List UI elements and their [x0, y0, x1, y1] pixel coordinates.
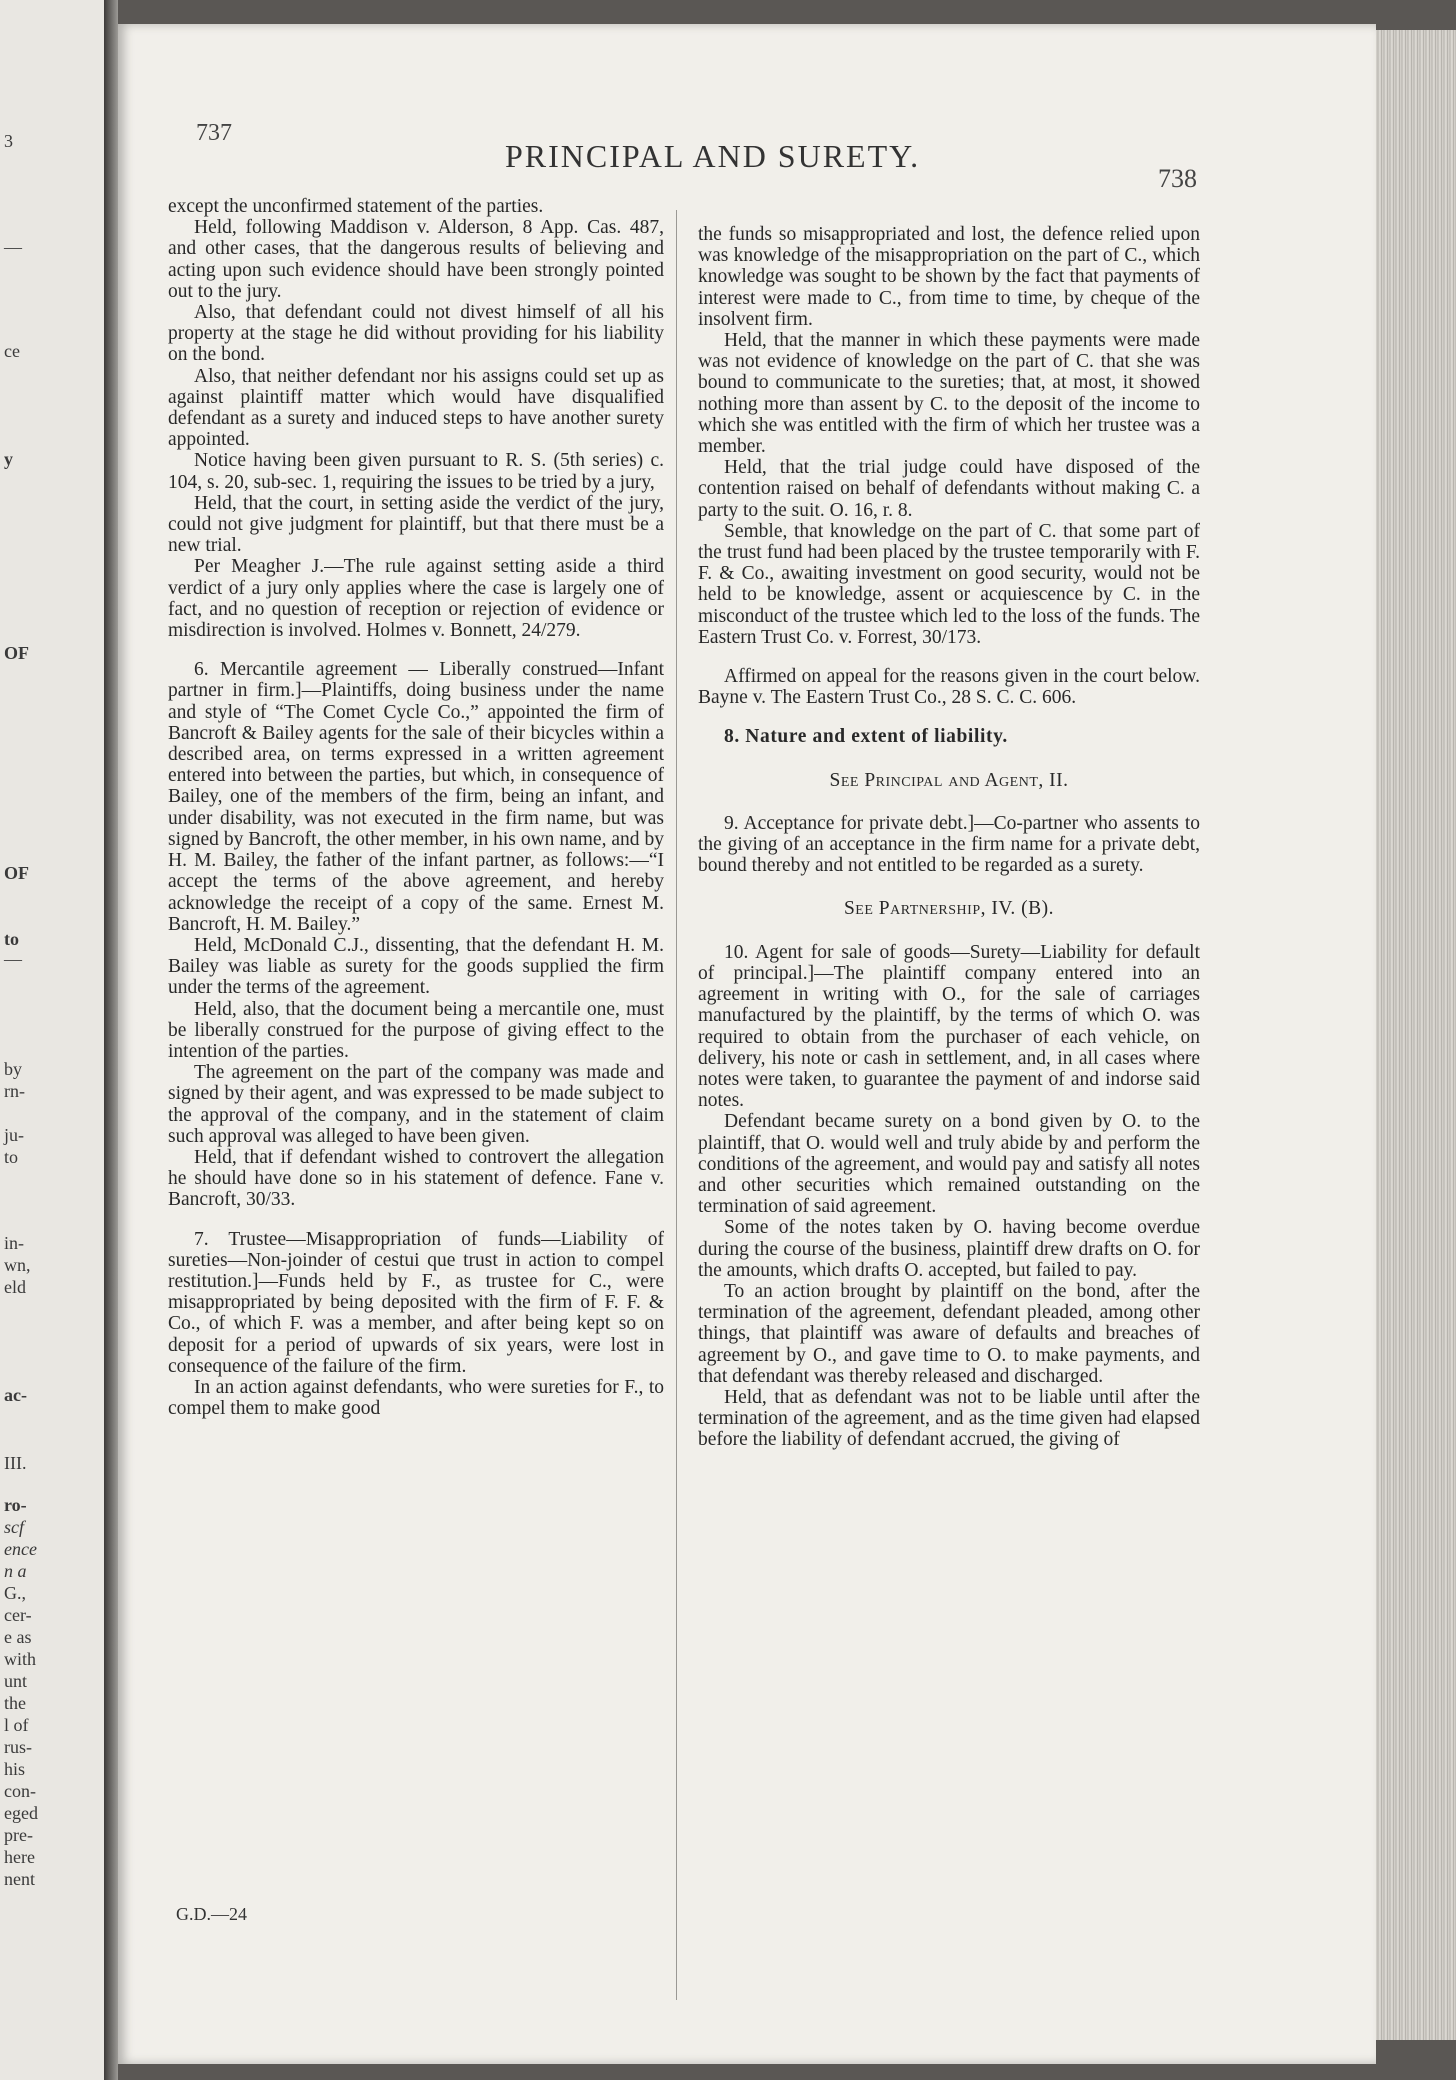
section-6-mercantile-agreement: 6. Mercantile agreement — Liberally construed—Infant partner in firm.]—Plaintiffs, doing business under the name and style of “The Comet Cycle Co.,” appointed the firm of Bancroft & Bailey agents for the sale of their bicycles within a described area, on terms expressed in a written agreement entered into between the parties, but which, in consequence of Bailey, one of the members of the firm, being an infant, and under disability, was not executed in the firm name, but was signed by Bancroft, the other member, in his own name, and by H. M. Bailey, the father of the infant partner, as follows:—“I accept the terms of the above agreement, and hereby acknowledge the receipt of a copy of the same. Ernest M. Bancroft, H. M. Bailey.” [168, 659, 664, 935]
fragment-line: nent [4, 1869, 35, 1889]
left-page-number: 737 [196, 120, 232, 146]
fragment-line: his [4, 1759, 26, 1779]
fragment-line: OF [4, 863, 29, 883]
running-head-title: PRINCIPAL AND SURETY. [505, 138, 921, 174]
fragment-line: here [4, 1847, 35, 1867]
fragment-line: in- [4, 1233, 24, 1253]
section-10-agent-for-sale: 10. Agent for sale of goods—Surety—Liability for default of principal.]—The plaintiff company entered into an agreement in writing with O., for the sale of carriages manufactured by the plaintiff, by the terms of which O. was required to obtain from the purchaser of each vehicle, on delivery, his note or cash in settlement, and, in all cases where notes were taken, to guarantee the payment of and indorse said notes. [698, 941, 1200, 1112]
facing-page-fragment [0, 0, 108, 2080]
paragraph: Held, following Maddison v. Alderson, 8 App. Cas. 487, and other cases, that the dangerous results of believing and acting upon such evidence should have been strongly pointed out to the jury. [168, 217, 664, 302]
paragraph: Also, that defendant could not divest himself of all his property at the stage he did without providing for his liability on the bond. [168, 302, 664, 366]
fragment-line: con- [4, 1781, 36, 1801]
paragraph: Held, that the trial judge could have disposed of the contention raised on behalf of defendants without making C. a party to the suit. O. 16, r. 8. [698, 457, 1200, 521]
fragment-line: ac- [4, 1385, 27, 1405]
fragment-line: 3 [4, 131, 13, 151]
paragraph: Semble, that knowledge on the part of C. that some part of the trust fund had been placed by the trustee temporarily with F. F. & Co., awaiting investment on good security, would not be held to be knowledge, assent or acquiescence by C. in the misconduct of the trustee which led to the loss of the funds. The Eastern Trust Co. v. Forrest, 30/173. [698, 520, 1200, 648]
paragraph: Also, that neither defendant nor his assigns could set up as against plaintiff matter which would have disqualified defendant as a surety and induced steps to have another surety appointed. [168, 365, 664, 451]
fragment-line: eged [4, 1803, 38, 1823]
left-column [168, 196, 664, 1419]
fragment-line: wn, [4, 1255, 31, 1275]
fragment-line: to [4, 929, 19, 949]
paragraph: Per Meagher J.—The rule against setting aside a third verdict of a jury only applies where the case is largely one of fact, and no question of reception or rejection of evidence or misdirection is involved. Holmes v. Bonnett, 24/279. [168, 556, 664, 642]
fragment-line: by [4, 1059, 22, 1079]
fragment-line: pre- [4, 1825, 33, 1845]
paragraph: Some of the notes taken by O. having become overdue during the course of the business, plaintiff drew drafts on O. for the amounts, which drafts O. accepted, but failed to pay. [698, 1217, 1200, 1281]
fragment-line: — [4, 237, 22, 257]
right-column [698, 224, 1200, 1451]
paragraph: Defendant became surety on a bond given by O. to the plaintiff, that O. would well and truly abide by and perform the conditions of the agreement, and would pay and satisfy all notes and other securities which remained outstanding on the termination of said agreement. [698, 1111, 1200, 1218]
fragment-line: rus- [4, 1737, 32, 1757]
paragraph: In an action against defendants, who were sureties for F., to compel them to make good [168, 1376, 664, 1420]
paragraph: Affirmed on appeal for the reasons given in the court below. Bayne v. The Eastern Trust Co., 28 S. C. C. 606. [698, 666, 1200, 709]
paragraph: except the unconfirmed statement of the parties. [168, 196, 544, 217]
fragment-line: OF [4, 643, 29, 663]
section-7-trustee: 7. Trustee—Misappropriation of funds—Liability of sureties—Non-joinder of cestui que trust in action to compel restitution.]—Funds held by F., as trustee for C., were misappropriated by being deposited with the firm of F. F. & Co., of which F. was a member, and after being kept so on deposit for a period of upwards of six years, were lost in consequence of the failure of the firm. [168, 1228, 664, 1377]
fragment-line: n a [4, 1561, 27, 1581]
fragment-line: the [4, 1693, 26, 1713]
signature-mark: G.D.—24 [176, 1904, 247, 1924]
paragraph: Held, McDonald C.J., dissenting, that the defendant H. M. Bailey was liable as surety for the goods supplied the firm under the terms of the agreement. [168, 934, 664, 999]
book-gutter [104, 0, 118, 2080]
paragraph: Held, that the court, in setting aside the verdict of the jury, could not give judgment for plaintiff, but that there must be a new trial. [168, 492, 664, 557]
fragment-line: ro- [4, 1495, 27, 1515]
fragment-line: e as [4, 1627, 32, 1647]
fragment-line: cer- [4, 1605, 32, 1625]
cross-reference: See Partnership, IV. (B). [843, 898, 1055, 920]
fragment-line: with [4, 1649, 37, 1669]
fragment-line: y [4, 449, 13, 469]
section-8-heading: 8. Nature and extent of liability. [724, 726, 1008, 748]
fragment-line: ence [4, 1539, 37, 1559]
section-9-acceptance: 9. Acceptance for private debt.]—Co-partner who assents to the giving of an acceptance in the firm name for a private debt, bound thereby and not entitled to be regarded as a surety. [698, 812, 1200, 877]
column-divider [676, 210, 677, 2000]
fragment-line: rn- [4, 1081, 25, 1101]
paragraph: The agreement on the part of the company was made and signed by their agent, and was expressed to be made subject to the approval of the company, and in the statement of claim such approval was alleged to have been given. [168, 1062, 664, 1147]
paragraph: Held, that as defendant was not to be liable until after the termination of the agreement, and as the time given had elapsed before the liability of defendant accrued, the giving of [698, 1386, 1200, 1451]
fragment-line: eld [4, 1277, 26, 1297]
paragraph: the funds so misappropriated and lost, the defence relied upon was knowledge of the misappropriation on the part of C., which knowledge was sought to be shown by the fact that payments of interest were made to C., from time to time, by cheque of the insolvent firm. [698, 224, 1200, 330]
page-edges [1376, 30, 1456, 2040]
paragraph: To an action brought by plaintiff on the bond, after the termination of the agreement, defendant pleaded, among other things, that plaintiff was aware of defaults and breaches of agreement by O., and gave time to O. to make payments, and that defendant was thereby released and discharged. [698, 1280, 1200, 1387]
fragment-line: l of [4, 1715, 29, 1735]
fragment-line: — [4, 949, 22, 969]
fragment-line: ce [4, 341, 20, 361]
paragraph: Held, also, that the document being a mercantile one, must be liberally construed for the purpose of giving effect to the intention of the parties. [168, 998, 664, 1062]
fragment-line: ju- [4, 1125, 24, 1145]
cross-reference: See Principal and Agent, II. [829, 769, 1069, 791]
fragment-line: III. [4, 1453, 27, 1473]
paragraph: Notice having been given pursuant to R. S. (5th series) c. 104, s. 20, sub-sec. 1, requiring the issues to be tried by a jury, [168, 450, 664, 493]
fragment-line: unt [4, 1671, 28, 1691]
fragment-line: to [4, 1147, 19, 1167]
fragment-line: G., [4, 1583, 26, 1603]
paragraph: Held, that the manner in which these payments were made was not evidence of knowledge on the part of C. that she was bound to communicate to the sureties; that, at most, it showed nothing more than assent by C. to the deposit of the income to which she was entitled with the firm of which her trustee was a member. [698, 330, 1200, 458]
paragraph: Held, that if defendant wished to controvert the allegation he should have done so in his statement of defence. Fane v. Bancroft, 30/33. [168, 1146, 664, 1211]
right-page-number: 738 [1158, 164, 1197, 193]
fragment-line: scf [4, 1517, 24, 1537]
